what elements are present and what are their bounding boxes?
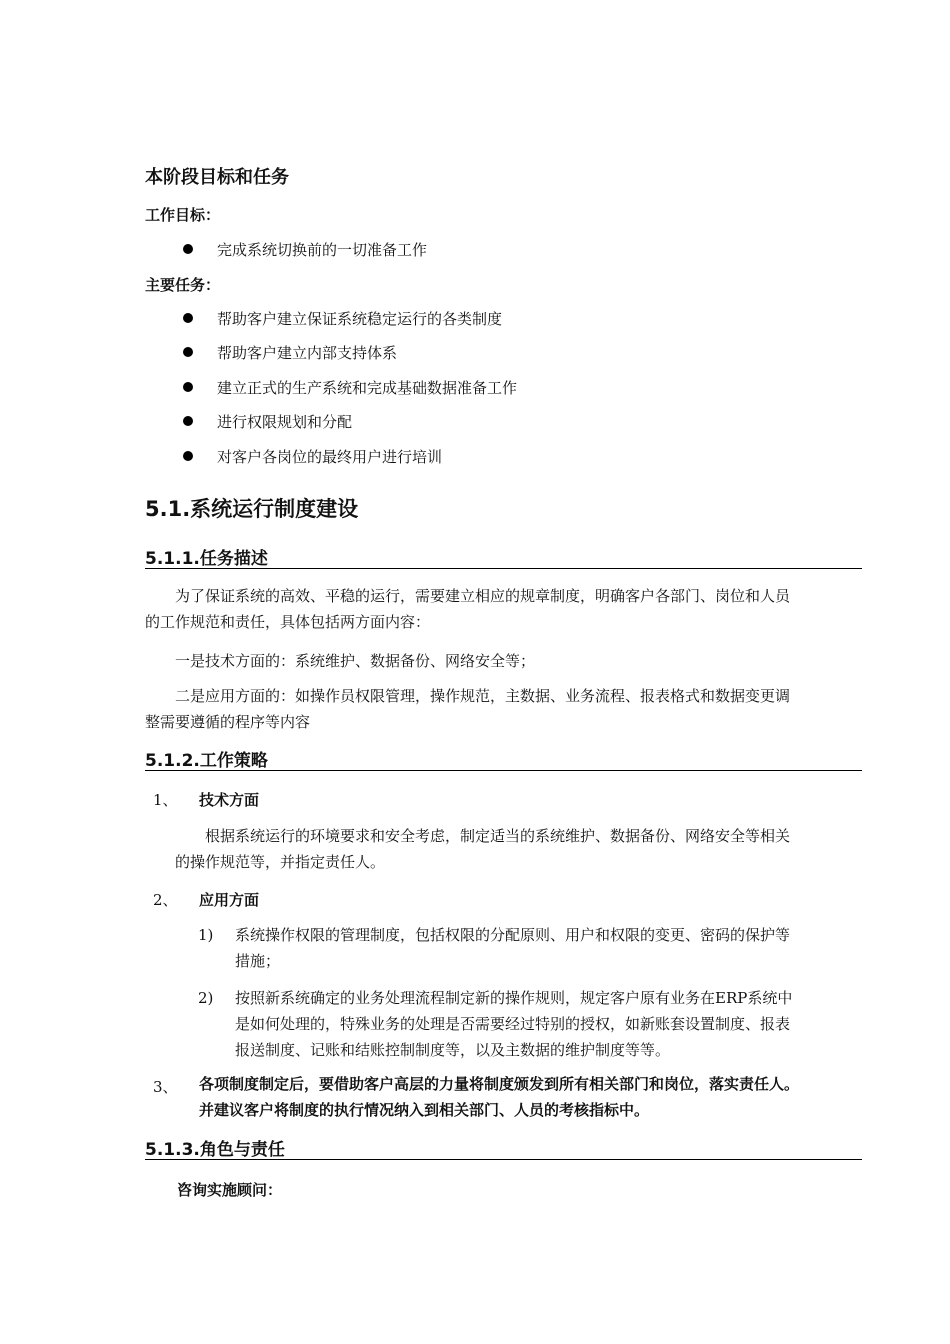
sub-list-body <box>235 985 860 1063</box>
paragraph-line: 为了保证系统的高效、平稳的运行，需要建立相应的规章制度，明确客户各部门、岗位和人员 <box>175 587 791 605</box>
list-number: 1、 <box>153 791 178 809</box>
list-number: 3、 <box>153 1078 178 1096</box>
sub-list-number: 2) <box>198 989 214 1007</box>
task-text: 帮助客户建立保证系统稳定运行的各类制度 <box>217 310 503 328</box>
sub-list-body <box>235 922 860 974</box>
task-text: 进行权限规划和分配 <box>217 413 353 431</box>
bullet-dot-icon <box>183 244 193 254</box>
bullet-dot-icon <box>183 416 193 426</box>
paragraph-line: 根据系统运行的环境要求和安全考虑，制定适当的系统维护、数据备份、网络安全等相关 <box>205 827 791 845</box>
stage-heading: 本阶段目标和任务 <box>145 167 289 188</box>
task-text: 建立正式的生产系统和完成基础数据准备工作 <box>217 379 518 397</box>
section-title: 5.1.系统运行制度建设 <box>145 497 359 521</box>
task-description-paragraph-3 <box>145 683 862 735</box>
task-description-paragraph-1 <box>145 583 862 635</box>
list-number: 2、 <box>153 891 178 909</box>
strategy-item-body <box>175 823 865 875</box>
subsection-rule <box>145 770 862 771</box>
paragraph-line: 二是应用方面的：如操作员权限管理，操作规范，主数据、业务流程、报表格式和数据变更调 <box>175 687 791 705</box>
paragraph-line: 报送制度、记账和结账控制制度等，以及主数据的维护制度等等。 <box>235 1041 671 1059</box>
task-description-paragraph-2: 一是技术方面的：系统维护、数据备份、网络安全等； <box>175 652 536 670</box>
role-label: 咨询实施顾问： <box>177 1181 283 1199</box>
subsection-rule <box>145 1159 862 1160</box>
task-label: 主要任务： <box>145 276 221 294</box>
paragraph-line: 的工作规范和责任，具体包括两方面内容： <box>145 613 431 631</box>
goal-label: 工作目标： <box>145 206 221 224</box>
paragraph-line: 系统操作权限的管理制度，包括权限的分配原则、用户和权限的变更、密码的保护等 <box>235 926 791 944</box>
subsection-rule <box>145 568 862 569</box>
paragraph-line: 措施； <box>235 952 281 970</box>
task-text: 对客户各岗位的最终用户进行培训 <box>217 448 443 466</box>
bullet-dot-icon <box>183 347 193 357</box>
bullet-dot-icon <box>183 382 193 392</box>
bullet-dot-icon <box>183 451 193 461</box>
paragraph-line: 并建议客户将制度的执行情况纳入到相关部门、人员的考核指标中。 <box>199 1101 650 1119</box>
goal-text: 完成系统切换前的一切准备工作 <box>217 241 428 259</box>
paragraph-line: 各项制度制定后，要借助客户高层的力量将制度颁发到所有相关部门和岗位，落实责任人。 <box>199 1075 800 1093</box>
paragraph-line: 按照新系统确定的业务处理流程制定新的操作规则，规定客户原有业务在ERP系统中 <box>235 989 793 1007</box>
sub-list-number: 1) <box>198 926 214 944</box>
paragraph-line: 的操作规范等，并指定责任人。 <box>175 853 386 871</box>
strategy-item-title: 应用方面 <box>199 891 260 909</box>
subsection-title: 5.1.2.工作策略 <box>145 751 268 771</box>
subsection-title: 5.1.1.任务描述 <box>145 549 268 569</box>
paragraph-line: 整需要遵循的程序等内容 <box>145 713 311 731</box>
paragraph-line: 是如何处理的，特殊业务的处理是否需要经过特别的授权，如新账套设置制度、报表 <box>235 1015 791 1033</box>
subsection-title: 5.1.3.角色与责任 <box>145 1140 285 1160</box>
strategy-item-bold <box>199 1071 864 1123</box>
strategy-item-title: 技术方面 <box>199 791 260 809</box>
bullet-dot-icon <box>183 313 193 323</box>
task-text: 帮助客户建立内部支持体系 <box>217 344 398 362</box>
